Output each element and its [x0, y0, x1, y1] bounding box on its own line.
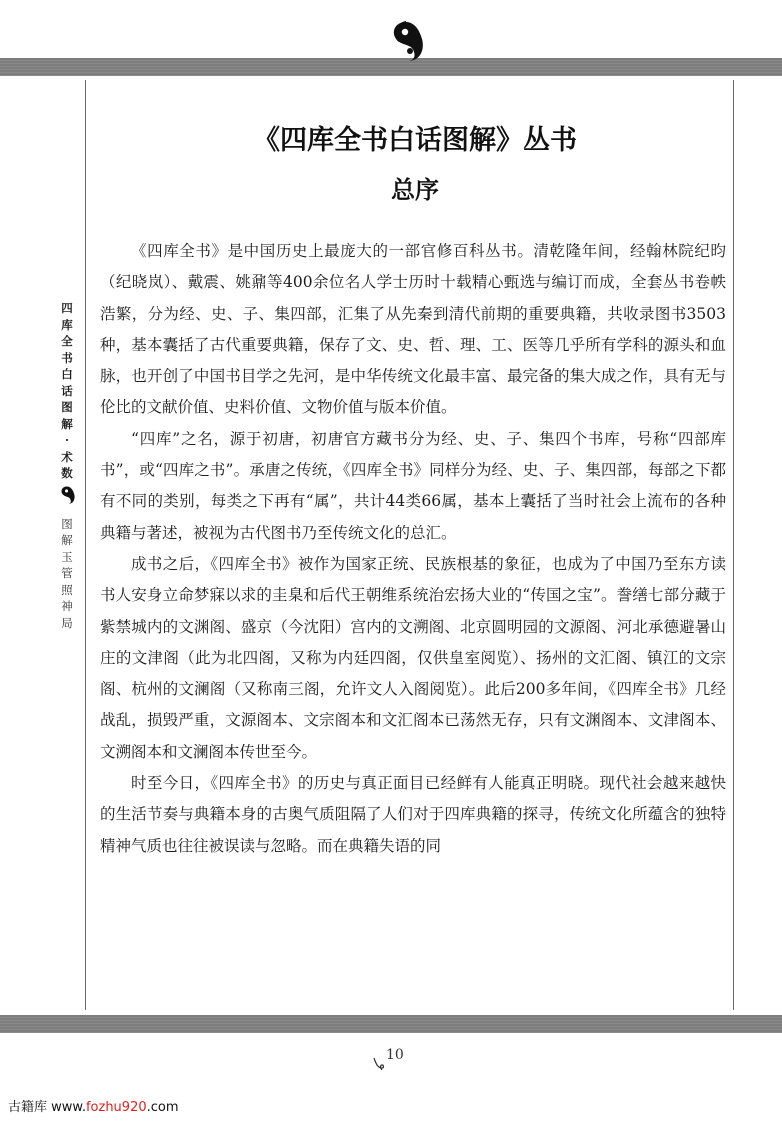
- paragraph: 成书之后，《四库全书》被作为国家正统、民族根基的象征，也成为了中国乃至东方读书人安身立命梦寐以求的圭臬和后代王朝维系统治宏扬大业的“传国之宝”。誊缮七部分藏于紫禁城内的文渊阁、盛京（今沈阳）宫内的文溯阁、北京圆明园的文源阁、河北承德避暑山庄的文津阁（此为北四阁，又称为内廷四阁，仅供皇室阅览）、扬州的文汇阁、镇江的文宗阁、杭州的文澜阁（又称南三阁，允许文人入阁阅览）。此后200多年间，《四库全书》几经战乱，损毁严重，文源阁本、文宗阁本和文汇阁本已荡然无存，只有文渊阁本、文津阁本、文溯阁本和文澜阁本传世至今。: [100, 554, 726, 761]
- book-title-char: 局: [61, 615, 73, 630]
- book-title-char: 管: [61, 566, 73, 580]
- series-title-char: 数: [61, 466, 73, 480]
- series-title-char: 话: [61, 383, 73, 398]
- book-title-char: 玉: [61, 549, 73, 564]
- series-title-char: 全: [61, 334, 73, 348]
- series-title-char: 四: [61, 301, 73, 315]
- page-number: 10: [386, 1047, 404, 1063]
- watermark-accent: fozhu920: [85, 1100, 147, 1115]
- page-ornament-icon: [372, 1056, 386, 1072]
- series-title-char: ·: [64, 433, 69, 447]
- book-title-char: 解: [61, 533, 73, 547]
- book-title-char: 图: [61, 516, 73, 531]
- series-title-char: 白: [61, 367, 73, 381]
- bottom-decorative-band: [0, 1015, 782, 1033]
- side-running-title: [58, 300, 76, 631]
- body-text: [100, 236, 726, 862]
- series-title-char: 术: [61, 449, 73, 464]
- right-margin-rule: [733, 80, 734, 1010]
- series-title-char: 库: [61, 317, 73, 332]
- paragraph: “四库”之名，源于初唐，初唐官方藏书分为经、史、子、集四个书库，号称“四部库书”，或“四库之书”。承唐之传统，《四库全书》同样分为经、史、子、集四部，每部之下都有不同的类别，每类之下再有“属”，共计44类66属，基本上囊括了当时社会上流布的各种典籍与著述，被视为古代图书乃至传统文化的总汇。: [100, 429, 726, 542]
- left-margin-rule: [85, 80, 86, 1010]
- paragraph: 时至今日，《四库全书》的历史与真正面目已经鲜有人能真正明晓。现代社会越来越快的生活节奏与典籍本身的古奥气质阻隔了人们对于四库典籍的探寻，传统文化所蕴含的独特精神气质也往往被误读与忽略。而在典籍失语的同: [100, 774, 726, 855]
- book-title-char: 照: [61, 582, 73, 597]
- series-title-char: 图: [61, 400, 73, 414]
- series-title-char: 解: [61, 416, 73, 431]
- page-title: 《四库全书白话图解》丛书: [253, 125, 577, 156]
- yin-yang-icon: [386, 20, 426, 62]
- watermark: [8, 1096, 179, 1115]
- series-title-char: 书: [61, 350, 73, 365]
- book-title-char: 神: [61, 599, 73, 613]
- watermark-suffix: .com: [146, 1100, 179, 1115]
- watermark-prefix: 古籍库 www.: [8, 1100, 86, 1115]
- yin-yang-icon: [58, 484, 76, 506]
- paragraph: 《四库全书》是中国历史上最庞大的一部官修百科丛书。清乾隆年间，经翰林院纪昀（纪晓岚）、戴震、姚鼐等400余位名人学士历时十载精心甄选与编订而成，全套丛书卷帙浩繁，分为经、史、子、集四部，汇集了从先秦到清代前期的重要典籍，共收录图书3503种，基本囊括了古代重要典籍，保存了文、史、哲、理、工、医等几乎所有学科的源头和血脉，也开创了中国书目学之先河，是中华传统文化最丰富、最完备的集大成之作，具有无与伦比的文献价值、史料价值、文物价值与版本价值。: [100, 242, 726, 417]
- page-subtitle: 总序: [391, 176, 439, 204]
